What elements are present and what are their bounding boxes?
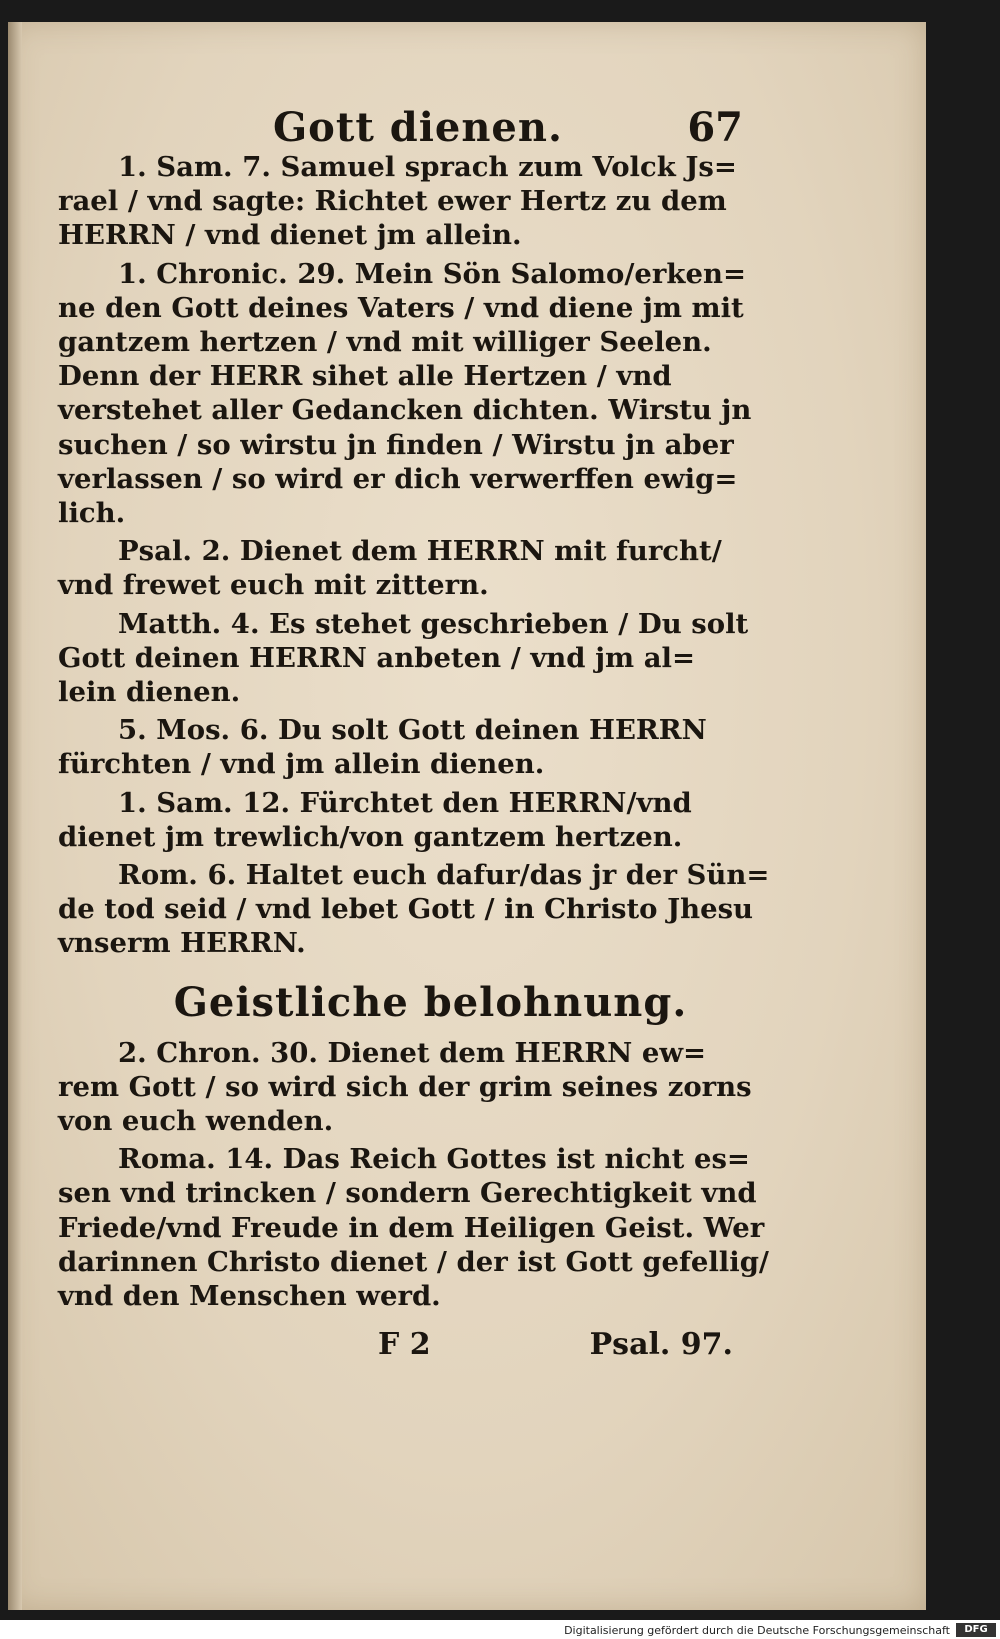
catchword: Psal. 97. [589,1327,733,1363]
text-line: lich. [58,497,126,530]
text-line: ne den Gott deines Vaters / vnd diene jm mit [58,291,744,324]
text-line: Rom. 6. Haltet euch dafur/das jr der Sün= [118,859,770,892]
dfg-logo: DFG [956,1623,996,1637]
verse-paragraphs [58,150,770,965]
text-line: vnd frewet euch mit zittern. [58,569,489,602]
text-line: rael / vnd sagte: Richtet ewer Hertz zu dem [58,185,727,218]
text-line: Roma. 14. Das Reich Gottes ist nicht es= [118,1143,750,1176]
text-line: von euch wenden. [58,1105,334,1138]
verse-paragraph [58,858,770,961]
text-line: verstehet aller Gedancken dichten. Wirstu jn [58,394,752,427]
running-head: Gott dienen. [273,104,563,151]
verse-paragraph [58,607,749,710]
text-line: rem Gott / so wird sich der grim seines zorns [58,1070,752,1103]
verse-paragraph [58,1142,769,1313]
verse-paragraphs-second [58,1036,769,1318]
text-line: Denn der HERR sihet alle Hertzen / vnd [58,360,672,393]
text-line: suchen / so wirstu jn finden / Wirstu jn aber [58,428,734,461]
text-line: 5. Mos. 6. Du solt Gott deinen HERRN [118,714,707,747]
text-line: darinnen Christo dienet / der ist Gott gefellig/ [58,1245,769,1278]
text-line: Psal. 2. Dienet dem HERRN mit furcht/ [118,535,722,568]
text-line: de tod seid / vnd lebet Gott / in Christo Jhesu [58,893,754,926]
text-line: 1. Sam. 12. Fürchtet den HERRN/vnd [118,786,692,819]
text-line: Friede/vnd Freude in dem Heiligen Geist. Wer [58,1211,765,1244]
page-number: 67 [687,104,743,151]
text-line: verlassen / so wird er dich verwerffen ewig= [58,462,738,495]
text-line: 1. Chronic. 29. Mein Sön Salomo/erken= [118,257,746,290]
text-line: 1. Sam. 7. Samuel sprach zum Volck Js= [118,151,737,183]
text-line: vnd den Menschen werd. [58,1280,441,1313]
page-header [58,82,743,151]
text-line: Matth. 4. Es stehet geschrieben / Du solt [118,607,749,640]
text-line: 2. Chron. 30. Dienet dem HERRN ew= [118,1036,707,1069]
section-heading: Geistliche belohnung. [173,978,688,1026]
signature-mark: F 2 [378,1327,431,1363]
verse-paragraph [58,150,737,253]
verse-paragraph [58,1036,752,1139]
page-gutter [8,22,22,1610]
page-text-block [58,82,770,1371]
text-line: dienet jm trewlich/von gantzem hertzen. [58,820,683,853]
page-footer [58,1321,733,1371]
verse-paragraph [58,257,752,531]
text-line: gantzem hertzen / vnd mit williger Seelen. [58,326,712,359]
text-line: fürchten / vnd jm allein dienen. [58,748,545,781]
book-page [8,22,926,1610]
text-line: vnserm HERRN. [58,927,306,960]
text-line: lein dienen. [58,676,241,709]
text-line: HERRN / vnd dienet jm allein. [58,219,522,252]
text-line: sen vnd trincken / sondern Gerechtigkeit vnd [58,1177,757,1210]
funding-notice: Digitalisierung gefördert durch die Deutsche Forschungsgemeinschaft [564,1624,950,1637]
verse-paragraph [58,534,733,602]
text-line: Gott deinen HERRN anbeten / vnd jm al= [58,641,696,674]
verse-paragraph [58,786,733,854]
verse-paragraph [58,713,733,781]
